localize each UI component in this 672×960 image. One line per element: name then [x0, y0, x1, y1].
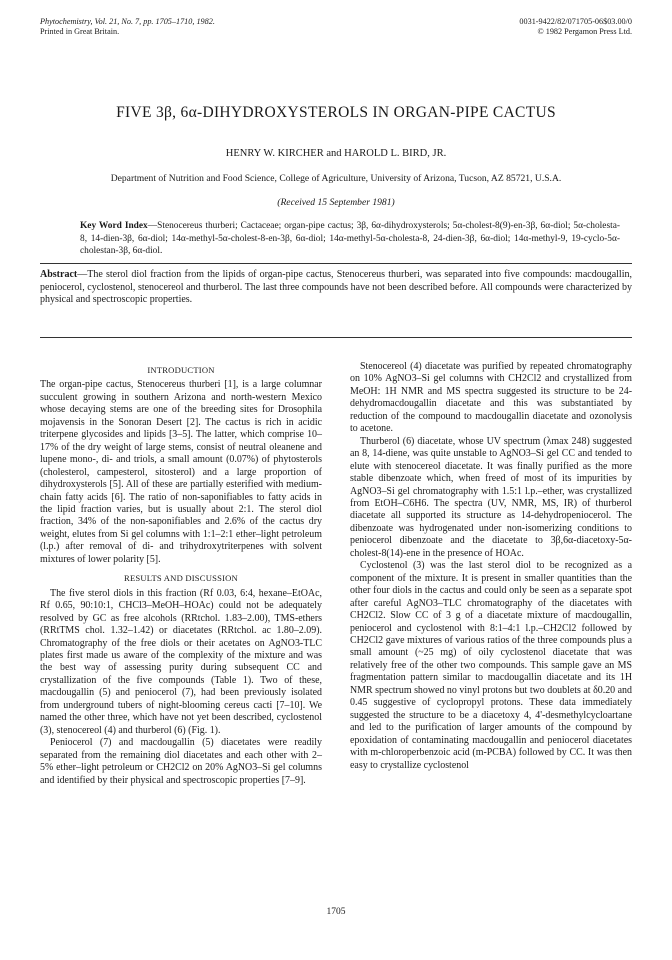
citation-line-2: Printed in Great Britain.	[40, 27, 120, 36]
keyword-index	[80, 220, 620, 258]
results-paragraph-1: The five sterol diols in this fraction (Rf 0.03, 6:4, hexane–EtOAc, Rf 0.65, 90:10:1, CHCl3–MeOH–HOAc) could not be adequately resolved by GC as free alcohols (RRtchol. 1.83–2.00), TMS-ethers (RRtTMS chol. 1.32–1.42) or diacetates (RRtchol. ac 1.80–2.09). Chromatography of the free diols or their acetates on AgNO3-TLC plates first made us aware of the complexity of the mixture and was the best way of assessing purity during subsequent CC and crystallization of the five compounds (Table 1). Two of these, macdougallin (5) and peniocerol (7), had been previously isolated from underground tubers of night-blooming cereus cacti [7–10]. We named the other three, which have not yet been described, cyclostenol (3), stenocereol (4) and thurberol (6) (Fig. 1).	[40, 587, 322, 736]
citation-line-1: Phytochemistry, Vol. 21, No. 7, pp. 1705–1710, 1982.	[40, 17, 215, 26]
authors: HENRY W. KIRCHER and HAROLD L. BIRD, JR.	[225, 148, 447, 159]
stenocereol-paragraph: Stenocereol (4) diacetate was purified by repeated chromatography on 10% AgNO3–Si gel columns with CH2Cl2 and crystallized from MeOH: 1H NMR and MS spectra suggested its structure to be 24-dehydromacdougallin diacetate and this was substantiated by reduction of the compound to macdougallin diacetate and ozonolysis to acetone.	[350, 361, 632, 435]
right-column	[350, 361, 632, 772]
abstract-bottom-rule	[40, 337, 632, 338]
results-heading: RESULTS AND DISCUSSION	[124, 573, 238, 584]
thurberol-paragraph: Thurberol (6) diacetate, whose UV spectrum (λmax 248) suggested an 8, 14-diene, was quite unstable to AgNO3–Si gel CC and tended to elute with stenocereol diacetate. It was finally purified as the more stable dibenzoate which, when freed of most of its impurities by AgNO3–Si gel chromatography with 1.5:1 l.p.–ether, was crystallized from EtOH–C6H6. The spectra (UV, NMR, MS, IR) of thurberol diacetate all supported its structure as 14-dehydropeniocerol. The dibenzoate was hydrogenated under non-isomerizing conditions to peniocerol dibenzoate and the diacetate to 3β,6α-diacetoxy-5α-cholest-8(14)-ene in the presence of HOAc.	[350, 435, 632, 559]
introduction-heading: INTRODUCTION	[147, 365, 215, 375]
copyright-block	[519, 17, 632, 37]
copyright-line: © 1982 Pergamon Press Ltd.	[537, 27, 632, 36]
journal-citation	[40, 17, 215, 37]
issn-line: 0031-9422/82/071705-06$03.00/0	[519, 17, 632, 26]
results-paragraph-2: Peniocerol (7) and macdougallin (5) diacetates were readily separated from the remaining diol diacetates and each other with 2–5% ether–light petroleum or CH2Cl2 on 20% AgNO3–Si gel columns and identified by their physical and spectroscopic properties [7–9].	[40, 737, 322, 786]
page-number: 1705	[326, 907, 346, 917]
abstract	[40, 269, 632, 307]
paper-title: FIVE 3β, 6α-DIHYDROXYSTEROLS IN ORGAN-PIPE CACTUS	[116, 104, 556, 121]
received-date: (Received 15 September 1981)	[277, 197, 395, 208]
introduction-paragraph: The organ-pipe cactus, Stenocereus thurberi [1], is a large columnar succulent growing in southern Arizona and north-western Mexico whose decaying stems are one of the breeding sites for Drosophila mojavensis in the Sonoran Desert [2]. The cactus is rich in acidic triterpene glycosides and lipids [3–5]. The latter, which comprise 10–17% of the dry weight of large stems, consist of neutral oleanene and lupene mono-, di- and triols, a small amount (0.07%) of phytosterols (cholesterol, campesterol, sitosterol) and a large proportion of dihydroxysterols [5]. All of these are partially esterified with medium-chain fatty acids [6]. The ratio of non-saponifiables to fatty acids in the lipid fraction varies, but is usually about 2:1. The sterol diol fraction, 34% of the non-saponifiables and 2.6% of the cactus dry weight, elutes from Si gel columns with 1:1–2:1 ether–light petroleum (l.p.) after removal of di- and trihydroxytriterpenes with solvent mixtures of lower polarity [5].	[40, 379, 322, 565]
abstract-top-rule	[40, 263, 632, 264]
abstract-label: Abstract	[40, 269, 78, 280]
abstract-text: —The sterol diol fraction from the lipids of organ-pipe cactus, Stenocereus thurberi, was separated into five compounds: macdougallin, peniocerol, cyclostenol, stenocereol and thurberol. The last three compounds have not been described before. All compounds were characterized by physical and spectroscopic properties.	[40, 269, 632, 306]
left-column	[40, 364, 322, 787]
keyword-text: —Stenocereus thurberi; Cactaceae; organ-pipe cactus; 3β, 6α-dihydroxysterols; 5α-cholest-8(9)-en-3β, 6α-diol; 5α-cholesta-8, 14-dien-3β, 6α-diol; 14α-methyl-5α-cholest-8-en-3β, 6α-diol; 14α-methyl-5α-cholesta-8, 24-dien-3β, 6α-diol; 14α-methyl-9, 19-cyclo-5α-cholestan-3β, 6α-diol.	[80, 221, 620, 257]
cyclostenol-paragraph: Cyclostenol (3) was the last sterol diol to be recognized as a component of the mixture. It is present in smaller quantities than the other four diols in the cactus and could only be seen as a separate spot after careful AgNO3–TLC chromatography of the diacetates with CH2Cl2. Slow CC of 3 g of a diacetate mixture of macdougallin, peniocerol and cyclostenol with 8:1–4:1 l.p.–CH2Cl2 followed by CH2Cl2 gave mixtures of various ratios of the three compounds plus a small amount (~25 mg) of oily cyclostenol diacetate that was relatively free of the other two compounds. This sample gave an MS fragmentation pattern similar to macdougallin diacetate and its 1H NMR spectrum showed no vinyl protons but two doublets at δ0.20 and 0.45 suggestive of cyclopropyl protons. These data immediately suggested the structure to be a diacetoxy 4, 4'-desmethylcycloartane and led to the purification of larger amounts of the compound by epoxidation of contaminating macdougallin and peniocerol diacetates with m-chloroperbenzoic acid (m-PCBA) followed by CC. It was then easy to crystallize cyclostenol	[350, 560, 632, 771]
keyword-label: Key Word Index	[80, 221, 148, 231]
affiliation: Department of Nutrition and Food Science, College of Agriculture, University of Arizona, Tucson, AZ 85721, U.S.A.	[110, 173, 562, 184]
